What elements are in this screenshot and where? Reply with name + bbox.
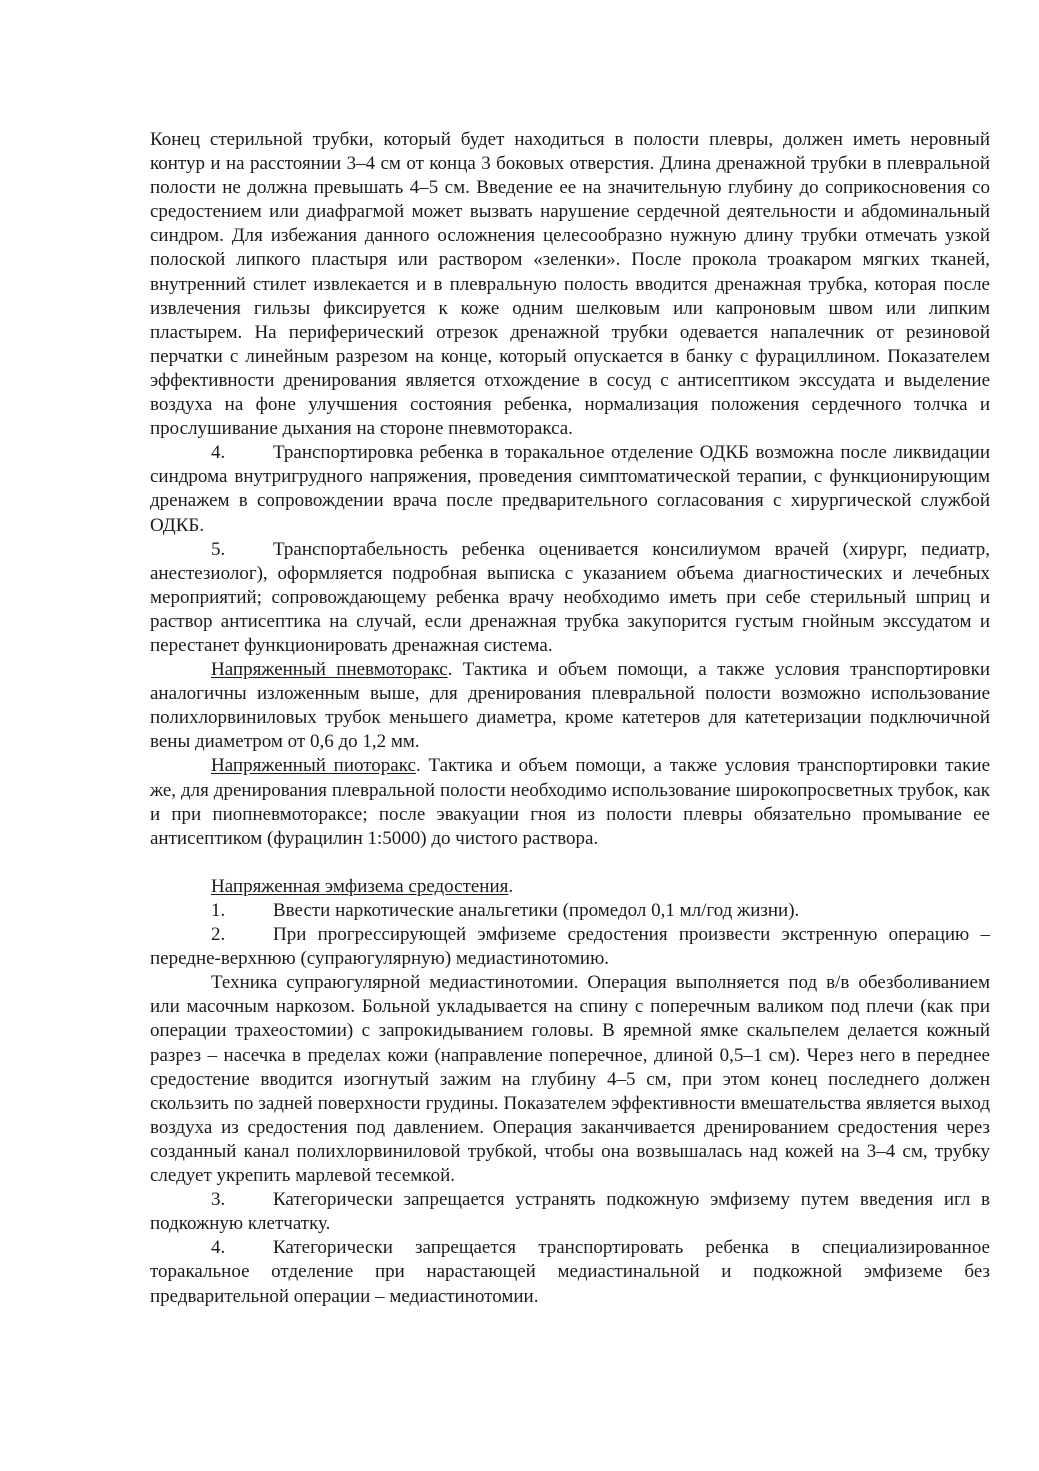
heading-tail: .	[508, 875, 514, 897]
section-heading-pyothorax: Напряженный пиоторакс	[211, 755, 416, 777]
list-item-text: Категорически запрещается транспортировать ребенка в специализированное торакальное отделение при нарастающей медиастинальной и подкожной эмфиземе без предварительной операции – медиастинотомии.	[150, 1237, 990, 1307]
list-item-transport	[150, 441, 990, 537]
list-number: 5.	[211, 538, 226, 560]
list-item-prohibition-transport	[150, 1236, 990, 1308]
list-number: 3.	[211, 1189, 226, 1211]
paragraph-technique: Техника супраюгулярной медиастинотомии. Операция выполняется под в/в обезболиванием или масочным наркозом. Больной укладывается на спину с поперечным валиком под плечи (как при операции трахеостомии) с запрокидыванием головы. В яремной ямке скальпелем делается кожный разрез – насечка в пределах кожи (направление поперечное, длиной 0,5–1 см). Через него в переднее средостение вводится изогнутый зажим на глубину 4–5 см, при этом конец последнего должен скользить по задней поверхности грудины. Показателем эффективности вмешательства является выход воздуха из средостения под давлением. Операция заканчивается дренированием средостения через созданный канал полихлорвиниловой трубкой, чтобы она возвышалась над кожей на 3–4 см, трубку следует укрепить марлевой тесемкой.	[150, 972, 990, 1187]
list-item-text: Транспортабельность ребенка оценивается консилиумом врачей (хирург, педиатр, анестезиолог), оформляется подробная выписка с указанием объема диагностических и лечебных мероприятий; сопровождающему ребенка врачу необходимо иметь при себе стерильный шприц и раствор антисептика на случай, если дренажная трубка закупорится густым гнойным экссудатом и перестанет функционировать дренажная система.	[150, 538, 990, 656]
paragraph-mediastinal-emphysema-heading	[150, 875, 990, 899]
paragraph-tension-pneumothorax	[150, 658, 990, 754]
list-number: 1.	[211, 900, 226, 921]
paragraph-text: . Тактика и объем помощи, а также условия транспортировки аналогичны изложенным выше, для дренирования плевральной полости возможно использование полихлорвиниловых трубок меньшего диаметра, кроме катетеров для катетеризации подключичной вены диаметром от 0,6 до 1,2 мм.	[150, 659, 990, 753]
paragraph-tension-pyothorax	[150, 754, 990, 850]
list-item-text: Транспортировка ребенка в торакальное отделение ОДКБ возможна после ликвидации синдрома внутригрудного напряжения, проведения симптоматической терапии, с функционирующим дренажем в сопровождении врача после предварительного согласования с хирургической службой ОДКБ.	[150, 442, 990, 536]
list-item-analgesics	[150, 899, 990, 923]
section-heading-emphysema: Напряженная эмфизема средостения	[211, 875, 509, 897]
list-item-text: Категорически запрещается устранять подкожную эмфизему путем введения игл в подкожную клетчатку.	[150, 1189, 990, 1235]
section-heading-pneumothorax: Напряженный пневмоторакс	[211, 659, 448, 681]
list-number: 2.	[211, 924, 226, 946]
list-number: 4.	[211, 442, 226, 464]
paragraph-text: . Тактика и объем помощи, а также условия транспортировки такие же, для дренирования плевральной полости необходимо использование широкопросветных трубок, как и при пиопневмотораксе; после эвакуации гноя из полости плевры обязательно промывание ее антисептиком (фурацилин 1:5000) до чистого раствора.	[150, 755, 990, 849]
list-item-mediastinotomy	[150, 923, 990, 971]
list-item-transportability	[150, 538, 990, 658]
list-item-text: Ввести наркотические анальгетики (промедол 0,1 мл/год жизни).	[273, 900, 800, 921]
list-item-text: При прогрессирующей эмфиземе средостения произвести экстренную операцию – передне-верхнюю (супраюгулярную) медиастинотомию.	[150, 924, 990, 970]
list-item-prohibition-needles	[150, 1188, 990, 1236]
paragraph-drainage-tube: Конец стерильной трубки, который будет находиться в полости плевры, должен иметь неровный контур и на расстоянии 3–4 см от конца 3 боковых отверстия. Длина дренажной трубки в плевральной полости не должна превышать 4–5 см. Введение ее на значительную глубину до соприкосновения со средостением или диафрагмой может вызвать нарушение сердечной деятельности и абдоминальный синдром. Для избежания данного осложнения целесообразно нужную длину трубки отмечать узкой полоской липкого пластыря или раствором «зеленки». После прокола троакаром мягких тканей, внутренний стилет извлекается и в плевральную полость вводится дренажная трубка, которая после извлечения гильзы фиксируется к коже одним шелковым или капроновым швом или липким пластырем. На периферический отрезок дренажной трубки одевается напалечник от резиновой перчатки с линейным разрезом на конце, который опускается в банку с фурациллином. Показателем эффективности дренирования является отхождение в сосуд с антисептиком экссудата и выделение воздуха на фоне улучшения состояния ребенка, нормализация положения сердечного толчка и прослушивание дыхания на стороне пневмоторакса.	[150, 129, 990, 440]
blank-line	[150, 851, 990, 875]
list-number: 4.	[211, 1237, 226, 1259]
document-page	[150, 128, 990, 1309]
